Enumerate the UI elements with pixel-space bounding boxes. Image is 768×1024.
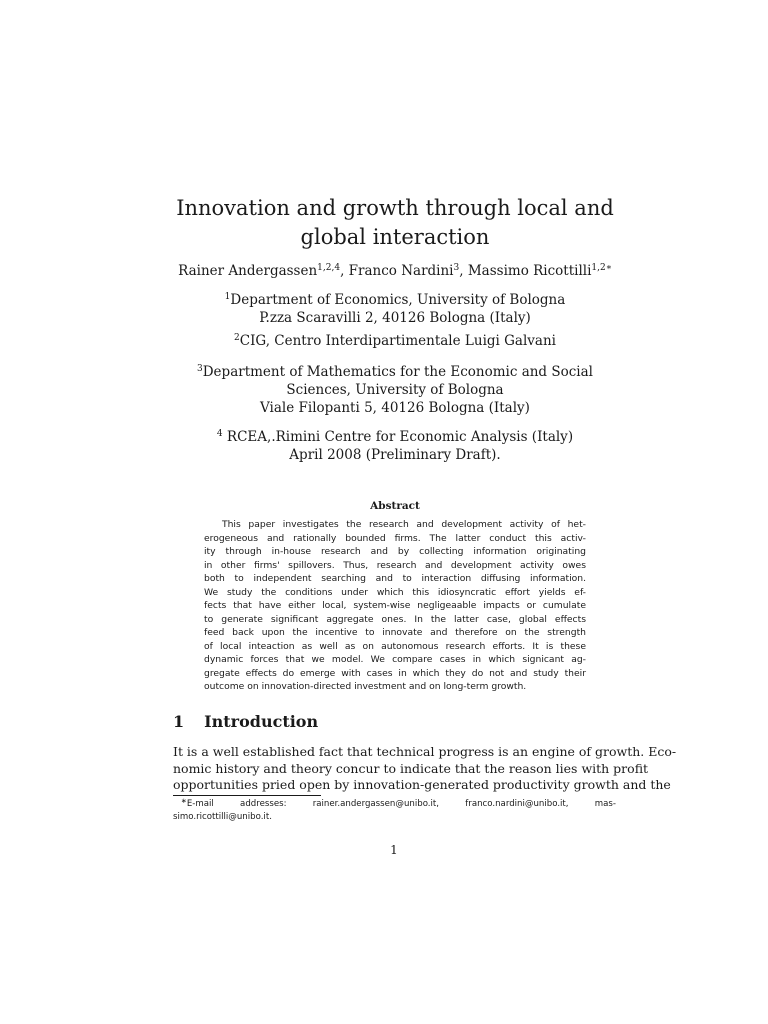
affiliation-3 bbox=[150, 363, 640, 417]
affiliation-mark: 1 bbox=[224, 292, 231, 302]
affiliation-line bbox=[150, 428, 640, 446]
section-title: Introduction bbox=[204, 712, 319, 731]
affiliation-mark: 2 bbox=[234, 333, 240, 343]
footnote-mark: ∗ bbox=[181, 797, 187, 805]
affiliation-text: RCEA,.Rimini Centre for Economic Analysis (Italy) bbox=[222, 429, 574, 445]
author-separator: , bbox=[459, 263, 468, 279]
section-heading bbox=[173, 712, 318, 731]
affiliation-line bbox=[150, 332, 640, 350]
abstract-line: dynamic forces that we model. We compare cases in which signicant ag- bbox=[204, 654, 586, 665]
paragraph-line: It is a well established fact that technical progress is an engine of growth. Eco- bbox=[173, 744, 677, 759]
paragraph-line: opportunities pried open by innovation-generated productivity growth and the bbox=[173, 777, 671, 792]
affiliation-mark: 3 bbox=[197, 364, 203, 374]
abstract-line: both to independent searching and to interaction diffusing information. bbox=[204, 573, 586, 584]
affiliation-2 bbox=[150, 332, 640, 350]
author-line bbox=[140, 262, 650, 280]
author-separator: , bbox=[340, 263, 349, 279]
affiliation-1 bbox=[150, 291, 640, 327]
paper-title: Innovation and growth through local and global interaction bbox=[176, 196, 614, 249]
page-number: 1 bbox=[390, 843, 398, 857]
paragraph-line: nomic history and theory concur to indicate that the reason lies with profit bbox=[173, 760, 649, 776]
abstract-line: gregate effects do emerge with cases in which they do not and study their bbox=[204, 667, 586, 679]
affiliation-text: Department of Mathematics for the Economic and Social bbox=[202, 364, 593, 380]
author-affiliation-marks: 1,2,4 bbox=[317, 263, 341, 273]
affiliation-line bbox=[150, 363, 640, 381]
affiliation-line bbox=[150, 291, 640, 309]
footnote-text: E-mail addresses: rainer.andergassen@unibo.it, franco.nardini@unibo.it, mas- bbox=[186, 799, 616, 809]
abstract-line: outcome on innovation-directed investment and on long-term growth. bbox=[204, 681, 527, 692]
abstract-line: feed back upon the incentive to innovate and therefore on the strength bbox=[204, 627, 586, 638]
abstract-line: We study the conditions under which this idiosyncratic effort yields ef- bbox=[204, 586, 586, 598]
footnote-line: simo.ricottilli@unibo.it. bbox=[173, 811, 272, 822]
abstract-line: This paper investigates the research and development activity of het- bbox=[222, 519, 586, 530]
abstract-line: of local inteaction as well as on autonomous research efforts. It is these bbox=[204, 640, 586, 652]
affiliation-line: Viale Filopanti 5, 40126 Bologna (Italy) bbox=[260, 400, 530, 416]
section-number: 1 bbox=[173, 712, 185, 731]
affiliation-text: Department of Economics, University of Bologna bbox=[230, 292, 566, 308]
abstract-heading: Abstract bbox=[370, 500, 420, 512]
footnote bbox=[173, 798, 616, 823]
author-name: Rainer Andergassen bbox=[178, 263, 318, 279]
abstract-line: to generate significant aggregate ones. In the latter case, global effects bbox=[204, 613, 586, 625]
author-name: Massimo Ricottilli bbox=[467, 263, 592, 279]
abstract-line: in other firms' spillovers. Thus, research and development activity owes bbox=[204, 559, 586, 571]
abstract-body bbox=[204, 518, 586, 694]
abstract-line: fects that have either local, system-wise negligeaable impacts or cumulate bbox=[204, 600, 586, 611]
affiliation-mark: 4 bbox=[216, 429, 223, 439]
affiliation-line: Sciences, University of Bologna bbox=[286, 382, 504, 398]
footnote-rule bbox=[173, 795, 321, 796]
author-affiliation-marks: 3 bbox=[453, 263, 460, 273]
abstract-line: erogeneous and rationally bounded firms. The latter conduct this activ- bbox=[204, 532, 586, 544]
affiliation-4 bbox=[150, 428, 640, 464]
introduction-paragraph bbox=[173, 744, 677, 794]
abstract-line: ity through in-house research and by collecting information originating bbox=[204, 546, 586, 557]
author-affiliation-marks: 1,2∗ bbox=[591, 263, 612, 273]
affiliation-text: CIG, Centro Interdipartimentale Luigi Galvani bbox=[239, 333, 556, 349]
affiliation-line: P.zza Scaravilli 2, 40126 Bologna (Italy) bbox=[259, 310, 531, 326]
footnote-line bbox=[173, 798, 616, 811]
draft-date: April 2008 (Preliminary Draft). bbox=[289, 447, 501, 463]
author-name: Franco Nardini bbox=[348, 263, 454, 279]
